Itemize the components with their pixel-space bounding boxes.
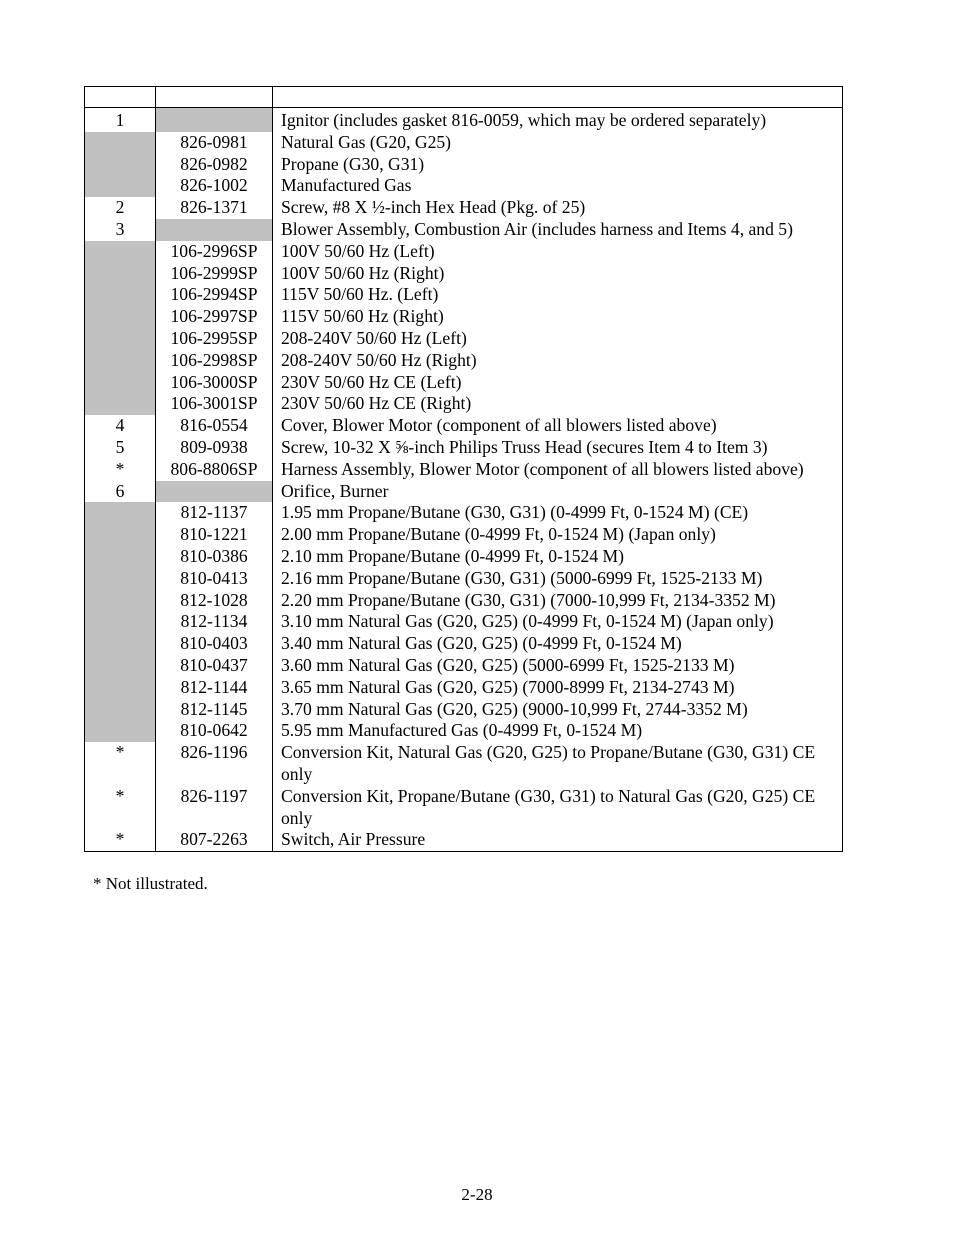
part-number-cell: 106-3001SP xyxy=(156,393,273,415)
description-cell: 100V 50/60 Hz (Right) xyxy=(273,263,843,285)
item-number-cell xyxy=(85,350,156,372)
table-row xyxy=(85,219,843,241)
table-row xyxy=(85,175,843,197)
parts-list-table xyxy=(84,86,843,852)
item-number-cell: 1 xyxy=(85,108,156,132)
table-row xyxy=(85,611,843,633)
header-description xyxy=(273,87,843,108)
table-row xyxy=(85,502,843,524)
table-body xyxy=(85,108,843,852)
item-number-cell: * xyxy=(85,742,156,786)
table-row xyxy=(85,655,843,677)
part-number-cell: 812-1028 xyxy=(156,590,273,612)
item-number-cell xyxy=(85,306,156,328)
table-row xyxy=(85,568,843,590)
item-number-cell: * xyxy=(85,459,156,481)
item-number-cell: 4 xyxy=(85,415,156,437)
description-cell: Conversion Kit, Propane/Butane (G30, G31) to Natural Gas (G20, G25) CE only xyxy=(273,786,843,830)
table-header-row xyxy=(85,87,843,108)
item-number-cell xyxy=(85,393,156,415)
description-cell: Conversion Kit, Natural Gas (G20, G25) to Propane/Butane (G30, G31) CE only xyxy=(273,742,843,786)
description-cell: 5.95 mm Manufactured Gas (0-4999 Ft, 0-1524 M) xyxy=(273,720,843,742)
table-row xyxy=(85,437,843,459)
item-number-cell xyxy=(85,502,156,524)
item-number-cell xyxy=(85,590,156,612)
part-number-cell: 106-2996SP xyxy=(156,241,273,263)
part-number-cell xyxy=(156,108,273,132)
part-number-cell: 826-1002 xyxy=(156,175,273,197)
description-cell: Propane (G30, G31) xyxy=(273,154,843,176)
table-row xyxy=(85,546,843,568)
item-number-cell: 6 xyxy=(85,481,156,503)
description-cell: 115V 50/60 Hz. (Left) xyxy=(273,284,843,306)
description-cell: Orifice, Burner xyxy=(273,481,843,503)
item-number-cell xyxy=(85,546,156,568)
description-cell: 2.00 mm Propane/Butane (0-4999 Ft, 0-1524 M) (Japan only) xyxy=(273,524,843,546)
description-cell: 3.70 mm Natural Gas (G20, G25) (9000-10,999 Ft, 2744-3352 M) xyxy=(273,699,843,721)
part-number-cell: 106-3000SP xyxy=(156,372,273,394)
description-cell: Manufactured Gas xyxy=(273,175,843,197)
part-number-cell xyxy=(156,481,273,503)
item-number-cell xyxy=(85,655,156,677)
table-row xyxy=(85,633,843,655)
table-row xyxy=(85,459,843,481)
table-row xyxy=(85,306,843,328)
table-row xyxy=(85,415,843,437)
table-row xyxy=(85,677,843,699)
header-part-number xyxy=(156,87,273,108)
part-number-cell: 826-0981 xyxy=(156,132,273,154)
table-row xyxy=(85,284,843,306)
table-row xyxy=(85,720,843,742)
part-number-cell: 807-2263 xyxy=(156,829,273,851)
item-number-cell xyxy=(85,568,156,590)
table-row xyxy=(85,328,843,350)
table-header xyxy=(85,87,843,108)
part-number-cell: 806-8806SP xyxy=(156,459,273,481)
description-cell: 2.16 mm Propane/Butane (G30, G31) (5000-6999 Ft, 1525-2133 M) xyxy=(273,568,843,590)
table-row xyxy=(85,263,843,285)
part-number-cell: 810-1221 xyxy=(156,524,273,546)
description-cell: Screw, 10-32 X ⅝-inch Philips Truss Head (secures Item 4 to Item 3) xyxy=(273,437,843,459)
description-cell: Switch, Air Pressure xyxy=(273,829,843,851)
item-number-cell xyxy=(85,132,156,154)
item-number-cell xyxy=(85,611,156,633)
part-number-cell: 810-0642 xyxy=(156,720,273,742)
item-number-cell: 5 xyxy=(85,437,156,459)
part-number-cell: 810-0386 xyxy=(156,546,273,568)
item-number-cell xyxy=(85,284,156,306)
table-row xyxy=(85,197,843,219)
description-cell: 1.95 mm Propane/Butane (G30, G31) (0-4999 Ft, 0-1524 M) (CE) xyxy=(273,502,843,524)
part-number-cell: 812-1144 xyxy=(156,677,273,699)
part-number-cell: 812-1134 xyxy=(156,611,273,633)
table-row xyxy=(85,590,843,612)
item-number-cell xyxy=(85,372,156,394)
table-row xyxy=(85,108,843,132)
table-row xyxy=(85,524,843,546)
item-number-cell xyxy=(85,241,156,263)
item-number-cell xyxy=(85,524,156,546)
table-row xyxy=(85,154,843,176)
footnote: * Not illustrated. xyxy=(93,874,208,893)
description-cell: Blower Assembly, Combustion Air (includes harness and Items 4, and 5) xyxy=(273,219,843,241)
part-number-cell: 812-1137 xyxy=(156,502,273,524)
description-cell: 230V 50/60 Hz CE (Left) xyxy=(273,372,843,394)
description-cell: 3.65 mm Natural Gas (G20, G25) (7000-8999 Ft, 2134-2743 M) xyxy=(273,677,843,699)
description-cell: 3.10 mm Natural Gas (G20, G25) (0-4999 Ft, 0-1524 M) (Japan only) xyxy=(273,611,843,633)
table-row xyxy=(85,786,843,830)
table-row xyxy=(85,742,843,786)
table-row xyxy=(85,350,843,372)
description-cell: 115V 50/60 Hz (Right) xyxy=(273,306,843,328)
part-number-cell: 826-0982 xyxy=(156,154,273,176)
description-cell: 208-240V 50/60 Hz (Right) xyxy=(273,350,843,372)
description-cell: Screw, #8 X ½-inch Hex Head (Pkg. of 25) xyxy=(273,197,843,219)
item-number-cell xyxy=(85,699,156,721)
table-row xyxy=(85,481,843,503)
part-number-cell: 810-0437 xyxy=(156,655,273,677)
table-row xyxy=(85,393,843,415)
item-number-cell: * xyxy=(85,829,156,851)
item-number-cell xyxy=(85,633,156,655)
description-cell: 208-240V 50/60 Hz (Left) xyxy=(273,328,843,350)
part-number-cell: 826-1196 xyxy=(156,742,273,786)
part-number-cell: 809-0938 xyxy=(156,437,273,459)
item-number-cell xyxy=(85,263,156,285)
part-number-cell xyxy=(156,219,273,241)
table-row xyxy=(85,241,843,263)
part-number-cell: 826-1197 xyxy=(156,786,273,830)
table-row xyxy=(85,829,843,851)
part-number-cell: 106-2995SP xyxy=(156,328,273,350)
part-number-cell: 106-2999SP xyxy=(156,263,273,285)
item-number-cell: 2 xyxy=(85,197,156,219)
part-number-cell: 810-0413 xyxy=(156,568,273,590)
item-number-cell xyxy=(85,677,156,699)
description-cell: 2.10 mm Propane/Butane (0-4999 Ft, 0-1524 M) xyxy=(273,546,843,568)
item-number-cell xyxy=(85,328,156,350)
item-number-cell: 3 xyxy=(85,219,156,241)
description-cell: Ignitor (includes gasket 816-0059, which may be ordered separately) xyxy=(273,108,843,132)
item-number-cell xyxy=(85,175,156,197)
description-cell: 230V 50/60 Hz CE (Right) xyxy=(273,393,843,415)
description-cell: Cover, Blower Motor (component of all blowers listed above) xyxy=(273,415,843,437)
table-row xyxy=(85,372,843,394)
part-number-cell: 826-1371 xyxy=(156,197,273,219)
table-row xyxy=(85,699,843,721)
description-cell: 100V 50/60 Hz (Left) xyxy=(273,241,843,263)
part-number-cell: 810-0403 xyxy=(156,633,273,655)
description-cell: Natural Gas (G20, G25) xyxy=(273,132,843,154)
description-cell: 3.60 mm Natural Gas (G20, G25) (5000-6999 Ft, 1525-2133 M) xyxy=(273,655,843,677)
description-cell: 3.40 mm Natural Gas (G20, G25) (0-4999 Ft, 0-1524 M) xyxy=(273,633,843,655)
part-number-cell: 106-2997SP xyxy=(156,306,273,328)
part-number-cell: 816-0554 xyxy=(156,415,273,437)
description-cell: Harness Assembly, Blower Motor (component of all blowers listed above) xyxy=(273,459,843,481)
table-row xyxy=(85,132,843,154)
part-number-cell: 812-1145 xyxy=(156,699,273,721)
item-number-cell xyxy=(85,720,156,742)
description-cell: 2.20 mm Propane/Butane (G30, G31) (7000-10,999 Ft, 2134-3352 M) xyxy=(273,590,843,612)
item-number-cell: * xyxy=(85,786,156,830)
item-number-cell xyxy=(85,154,156,176)
part-number-cell: 106-2998SP xyxy=(156,350,273,372)
part-number-cell: 106-2994SP xyxy=(156,284,273,306)
page-number: 2-28 xyxy=(461,1185,493,1204)
header-item xyxy=(85,87,156,108)
